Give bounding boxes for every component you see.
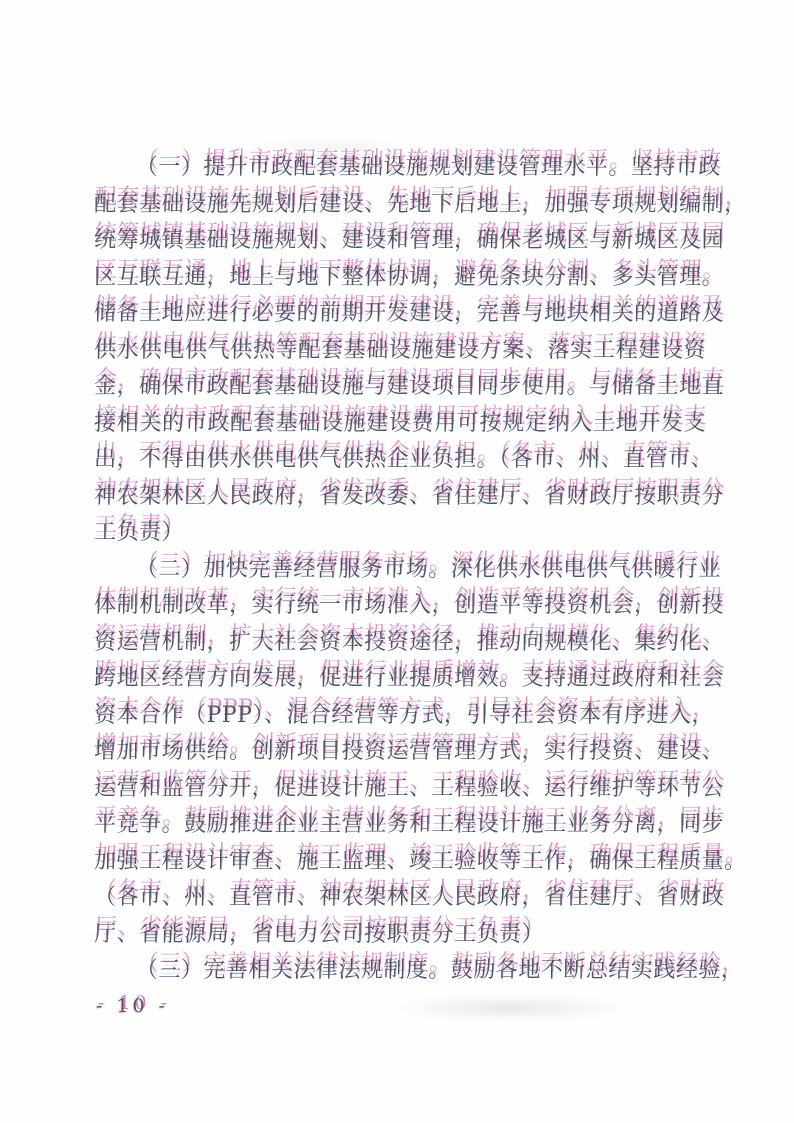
text-line: （各市、州、直管市、神农架林区人民政府，省住建厅、省财政 <box>94 885 725 910</box>
text-line: 加强工程设计审查、施工监理、竣工验收等工作，确保工程质量。 <box>94 848 747 874</box>
paragraph-1 <box>94 150 747 552</box>
text-line: 平竞争。鼓励推进企业主营业务和工程设计施工业务分离，同步 <box>94 812 725 837</box>
text-line: 配套基础设施先规划后建设、先地下后地上，加强专项规划编制， <box>94 191 747 217</box>
text-line: 区互联互通，地上与地下整体协调，避免条块分割、多头管理。 <box>94 264 725 290</box>
text-line: 资本合作（PPP）、混合经营等方式，引导社会资本有序进入， <box>94 702 714 728</box>
text-line: 工负责） <box>94 520 185 545</box>
text-line: 神农架林区人民政府，省发改委、省住建厅、省财政厅按职责分 <box>94 483 725 509</box>
text-line: 增加市场供给。创新项目投资运营管理方式，实行投资、建设、 <box>94 739 725 764</box>
text-line: 金，确保市政配套基础设施与建设项目同步使用。与储备土地直 <box>94 374 725 399</box>
page-number: - 10 - <box>96 995 170 1017</box>
text-line: 体制机制改革，实行统一市场准入，创造平等投资机会，创新投 <box>94 593 725 618</box>
paragraph-2 <box>94 552 747 954</box>
text-line: （二）加快完善经营服务市场。深化供水供电供气供暖行业 <box>135 556 721 582</box>
text-line: 资运营机制，扩大社会资本投资途径，推动向规模化、集约化、 <box>94 629 725 655</box>
document-body <box>94 150 747 990</box>
text-line: （一）提升市政配套基础设施规划建设管理水平。坚持市政 <box>135 155 721 180</box>
text-line: 厅、省能源局，省电力公司按职责分工负责） <box>94 921 545 947</box>
text-line: （三）完善相关法律法规制度。鼓励各地不断总结实践经验， <box>135 958 744 983</box>
text-line: 跨地区经营方向发展，促进行业提质增效。支持通过政府和社会 <box>94 666 725 691</box>
text-line: 统筹城镇基础设施规划、建设和管理，确保老城区与新城区及园 <box>94 228 725 253</box>
scan-artifact <box>390 995 630 1021</box>
text-line: 运营和监管分开，促进设计施工、工程验收、运行维护等环节公 <box>94 775 725 801</box>
text-line: 接相关的市政配套基础设施建设费用可按规定纳入土地开发支 <box>94 410 706 436</box>
text-line: 储备土地应进行必要的前期开发建设，完善与地块相关的道路及 <box>94 301 725 326</box>
paragraph-3 <box>94 953 744 990</box>
text-line: 供水供电供气供热等配套基础设施建设方案、落实工程建设资 <box>94 337 706 363</box>
text-line: 出，不得由供水供电供气供热企业负担。（各市、州、直管市、 <box>94 447 714 472</box>
